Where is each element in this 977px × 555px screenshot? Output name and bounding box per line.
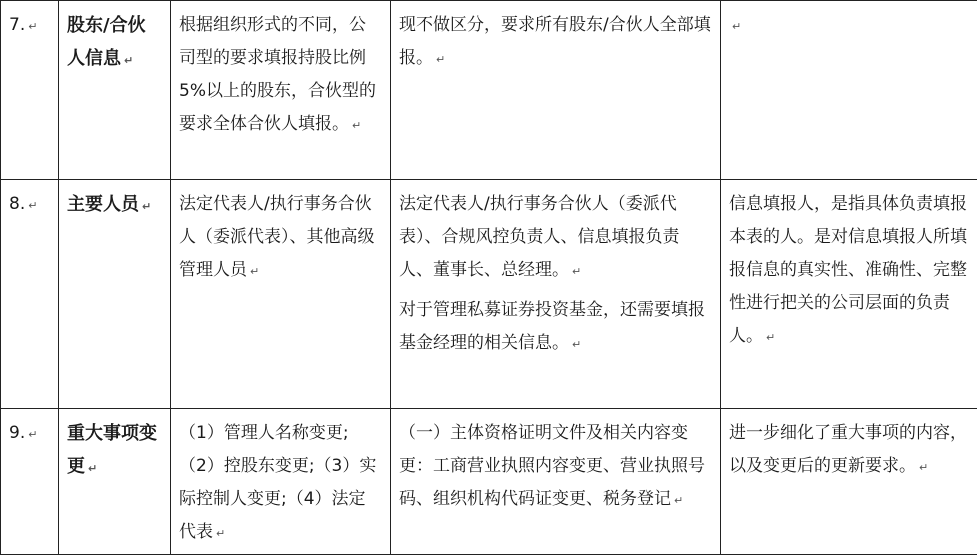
- after-paragraph-text: 现不做区分，要求所有股东/合伙人全部填报。: [399, 15, 711, 68]
- paragraph-mark-icon: ↵: [28, 428, 37, 441]
- before-paragraph: [179, 9, 382, 142]
- table-row: [1, 180, 977, 409]
- note-paragraph-text: 进一步细化了重大事项的内容，以及变更后的更新要求。: [729, 423, 967, 476]
- note-paragraph: [729, 417, 969, 484]
- paragraph-mark-icon: ↵: [216, 527, 225, 540]
- row-number-cell: [1, 409, 59, 555]
- item-name: 主要人员: [67, 194, 139, 215]
- note-paragraph: [729, 9, 969, 43]
- after-paragraph: [399, 417, 712, 517]
- row-number: 9.: [9, 423, 25, 443]
- row-number-cell: [1, 180, 59, 409]
- table-row: [1, 409, 977, 555]
- paragraph-mark-icon: ↵: [674, 494, 683, 507]
- row-number-cell: [1, 1, 59, 180]
- item-name-cell: [59, 180, 171, 409]
- after-cell: [391, 180, 721, 409]
- after-cell: [391, 1, 721, 180]
- paragraph-mark-icon: ↵: [732, 20, 741, 33]
- paragraph-mark-icon: ↵: [919, 461, 928, 474]
- before-cell: [171, 1, 391, 180]
- before-paragraph: [179, 417, 382, 550]
- before-paragraph-text: （1）管理人名称变更;（2）控股东变更;（3）实际控制人变更;（4）法定代表: [179, 423, 376, 542]
- paragraph-mark-icon: ↵: [142, 200, 151, 213]
- paragraph-mark-icon: ↵: [436, 53, 445, 66]
- row-number: 7.: [9, 15, 25, 35]
- before-paragraph-text: 根据组织形式的不同，公司型的要求填报持股比例5%以上的股东，合伙型的要求全体合伙人填报。: [179, 15, 376, 134]
- note-cell: [721, 409, 977, 555]
- before-paragraph-text: 法定代表人/执行事务合伙人（委派代表）、其他高级管理人员: [179, 194, 375, 280]
- before-cell: [171, 180, 391, 409]
- after-paragraph: [399, 9, 712, 76]
- note-paragraph: [729, 188, 969, 354]
- after-cell: [391, 409, 721, 555]
- table-row: [1, 1, 977, 180]
- after-paragraph-text: 对于管理私募证券投资基金，还需要填报基金经理的相关信息。: [399, 300, 705, 353]
- after-paragraph-text: 法定代表人/执行事务合伙人（委派代表）、合规风控负责人、信息填报负责人、董事长、总经理。: [399, 194, 680, 280]
- paragraph-mark-icon: ↵: [250, 265, 259, 278]
- before-paragraph: [179, 188, 382, 288]
- paragraph-mark-icon: ↵: [124, 54, 133, 67]
- paragraph-mark-icon: ↵: [352, 119, 361, 132]
- paragraph-mark-icon: ↵: [572, 265, 581, 278]
- after-paragraph-text: （一）主体资格证明文件及相关内容变更：工商营业执照内容变更、营业执照号码、组织机构代码证变更、税务登记: [399, 423, 705, 509]
- before-cell: [171, 409, 391, 555]
- paragraph-mark-icon: ↵: [88, 462, 97, 475]
- paragraph-mark-icon: ↵: [28, 20, 37, 33]
- after-paragraph: [399, 294, 712, 361]
- note-paragraph-text: 信息填报人，是指具体负责填报本表的人。是对信息填报人所填报信息的真实性、准确性、完整性进行把关的公司层面的负责人。: [729, 194, 967, 346]
- item-name-cell: [59, 409, 171, 555]
- paragraph-mark-icon: ↵: [572, 338, 581, 351]
- item-name: 股东/合伙人信息: [67, 15, 146, 69]
- note-cell: [721, 1, 977, 180]
- paragraph-mark-icon: ↵: [28, 199, 37, 212]
- note-cell: [721, 180, 977, 409]
- after-paragraph: [399, 188, 712, 288]
- item-name-cell: [59, 1, 171, 180]
- paragraph-mark-icon: ↵: [766, 331, 775, 344]
- row-number: 8.: [9, 194, 25, 214]
- item-name: 重大事项变更: [67, 423, 157, 477]
